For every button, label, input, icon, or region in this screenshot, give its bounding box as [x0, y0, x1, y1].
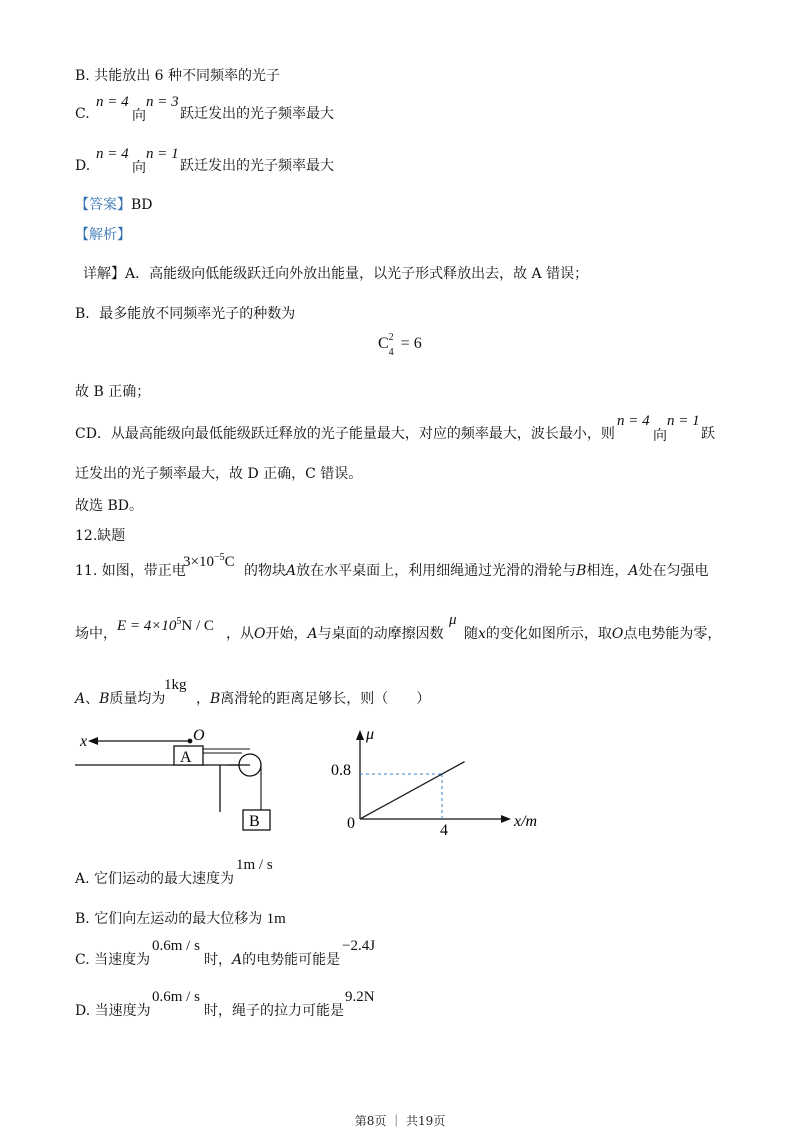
option-c-text2: 时，A的电势能可能是	[204, 952, 341, 968]
chart-y-arrow	[356, 730, 364, 740]
q11-text: 的物块A放在水平桌面上，利用细绳通过光滑的滑轮与B相连，A处在匀强电	[244, 563, 709, 579]
chart-x-tick-label: 4	[440, 822, 448, 837]
combination-formula	[378, 332, 422, 358]
q11-text: ，从O开始，A与桌面的动摩擦因数	[226, 626, 444, 642]
chart-origin-label: 0	[347, 815, 355, 832]
answer-line	[75, 196, 153, 214]
option-label: D.	[75, 1003, 91, 1019]
q11-text: ，B离滑轮的距离足够长，则（ ）	[196, 691, 431, 707]
level-n4: n = 4	[617, 413, 650, 429]
level-n3: n = 3	[146, 94, 179, 110]
answer-tag: 【答案】	[75, 197, 131, 213]
option-label: C.	[75, 106, 90, 122]
q11-option-a	[75, 870, 234, 888]
option-d-tension: 9.2N	[345, 989, 375, 1005]
detail-cd-end: 跃	[701, 426, 715, 442]
detail-cd: CD．从最高能级向最低能级跃迁释放的光子能量最大，对应的频率最大，波长最小，则	[75, 426, 615, 442]
answer-value: BD	[131, 197, 153, 213]
option-label: C.	[75, 952, 90, 968]
option-b-value: 1m	[266, 911, 286, 927]
field-strength: $E = 4\times 10^5N / C$	[117, 616, 214, 634]
missing-question: 12.缺题	[75, 528, 126, 544]
formula-sup: 2	[388, 332, 394, 343]
level-n4: n = 4	[96, 146, 129, 162]
chart-y-tick-label: 0.8	[331, 762, 351, 779]
option-c-energy: −2.4J	[342, 938, 376, 954]
q11-text: 11. 如图，带正电	[75, 563, 186, 579]
option-a-value: 1m / s	[236, 857, 273, 873]
q11-text: A、B质量均为	[75, 691, 166, 707]
option-b	[75, 67, 280, 85]
analysis-tag: 【解析】	[75, 227, 131, 243]
q11-text: 随x的变化如图所示，取O点电势能为零，	[464, 626, 722, 642]
charge-unit: C	[224, 554, 235, 570]
option-text: 跃迁发出的光子频率最大	[180, 106, 334, 122]
option-label: B.	[75, 68, 90, 84]
option-text: 跃迁发出的光子频率最大	[180, 158, 334, 174]
q11-option-b	[75, 910, 286, 928]
formula-result: = 6	[400, 335, 422, 352]
option-text: 当速度为	[94, 952, 151, 968]
chart-x-arrow	[501, 815, 511, 823]
chart-xlabel: x/m	[514, 813, 538, 830]
word-to: 向	[132, 108, 146, 124]
charge-exponent: −5	[213, 552, 225, 563]
mu-symbol: μ	[449, 612, 457, 628]
detail-choose: 故选 BD。	[75, 498, 143, 514]
charge-mantissa: 3×10	[183, 554, 214, 570]
option-d	[75, 157, 90, 175]
option-label: D.	[75, 158, 91, 174]
level-n4: n = 4	[96, 94, 129, 110]
origin-dot	[188, 739, 193, 744]
page-footer: 第8页 ｜ 共19页	[354, 1114, 446, 1128]
x-label: x	[80, 733, 88, 750]
series-line	[360, 762, 465, 819]
option-d-speed: 0.6m / s	[152, 989, 200, 1005]
option-text: 它们运动的最大速度为	[94, 871, 235, 887]
level-n1: n = 1	[146, 146, 179, 162]
level-n1: n = 1	[667, 413, 700, 429]
block-b-label: B	[249, 813, 260, 830]
option-text: 当速度为	[94, 1003, 151, 1019]
formula-c: C	[378, 335, 389, 352]
word-to: 向	[132, 160, 146, 176]
charge-value	[183, 549, 235, 571]
option-text: 它们向左运动的最大位移为	[94, 911, 263, 927]
mass-value: 1kg	[164, 677, 187, 693]
origin-label: O	[193, 727, 205, 744]
detail-b: B．最多能放不同频率光子的种数为	[75, 306, 296, 322]
option-d-text2: 时，绳子的拉力可能是	[204, 1003, 344, 1019]
option-label: A.	[75, 871, 90, 887]
chart-ylabel: μ	[366, 726, 375, 743]
detail-cd-2: 迁发出的光子频率最大，故 D 正确，C 错误。	[75, 466, 363, 482]
option-label: B.	[75, 911, 90, 927]
block-pulley-figure	[70, 722, 310, 837]
detail-a: 详解】A．高能级向低能级跃迁向外放出能量，以光子形式释放出去，故 A 错误；	[83, 266, 589, 282]
q11-option-d	[75, 1002, 151, 1020]
block-a-label: A	[180, 749, 192, 766]
x-arrow-head	[88, 737, 98, 745]
option-c-speed: 0.6m / s	[152, 938, 200, 954]
formula-sub: 4	[388, 347, 394, 358]
option-c	[75, 105, 90, 123]
detail-b-conclusion: 故 B 正确；	[75, 384, 151, 400]
option-text: 共能放出 6 种不同频率的光子	[94, 68, 281, 84]
q11-text: 场中，	[75, 626, 117, 642]
word-to: 向	[653, 428, 667, 444]
q11-option-c	[75, 951, 150, 969]
mu-x-chart	[325, 722, 550, 837]
